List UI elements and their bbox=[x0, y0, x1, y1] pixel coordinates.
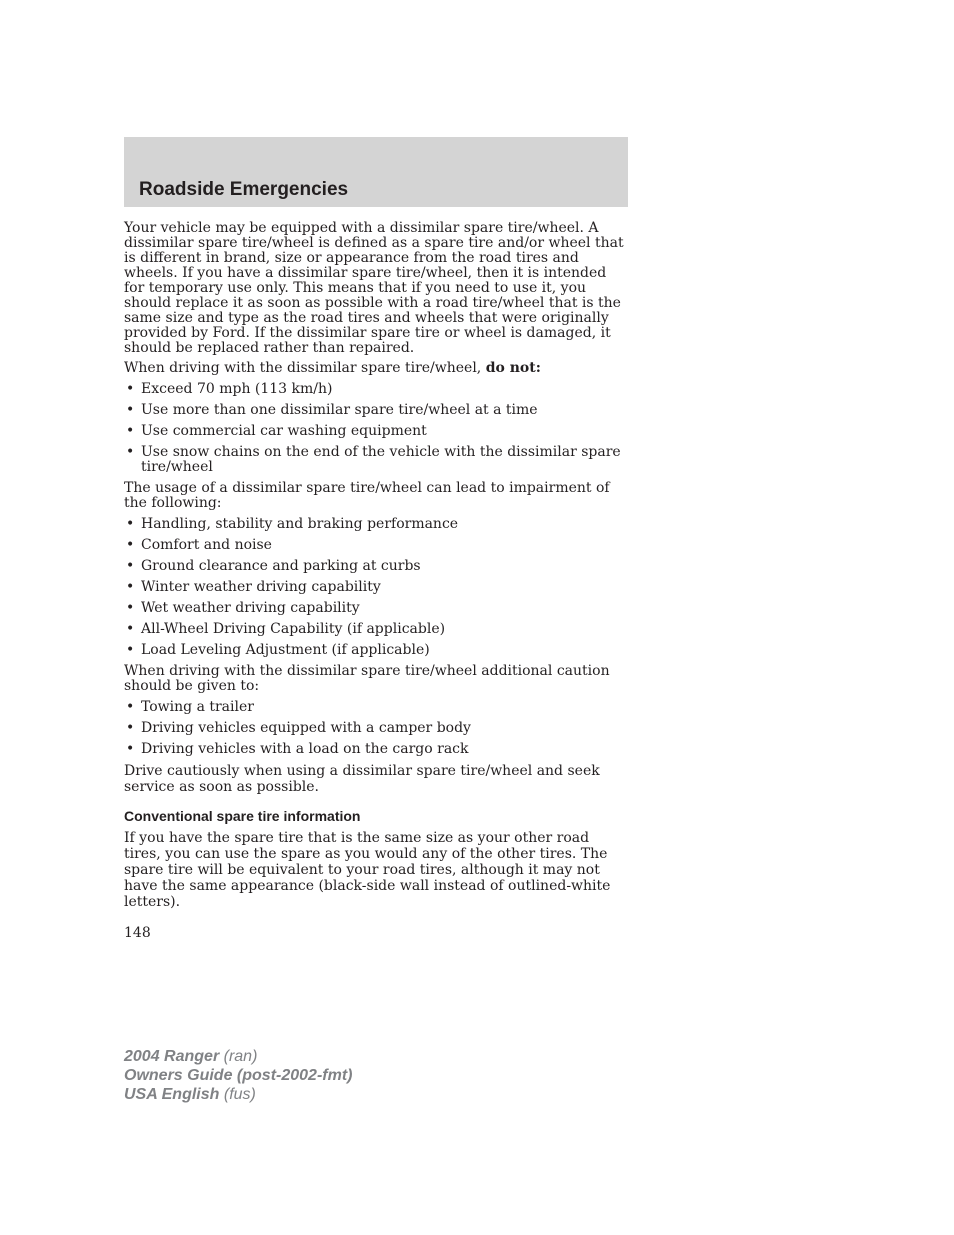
list-item: • Load Leveling Adjustment (if applicable) bbox=[124, 643, 628, 658]
section-title: Roadside Emergencies bbox=[139, 179, 349, 200]
list-item: • Towing a trailer bbox=[124, 700, 628, 715]
drive-cautiously-paragraph: Drive cautiously when using a dissimilar spare tire/wheel and seek service as soon as possible. bbox=[124, 763, 600, 795]
list-item: • Use commercial car washing equipment bbox=[124, 424, 628, 439]
list-item: • Winter weather driving capability bbox=[124, 580, 628, 595]
conventional-spare-heading: Conventional spare tire information bbox=[124, 808, 361, 824]
footer-line-language bbox=[124, 1085, 352, 1104]
do-not-lead: When driving with the dissimilar spare tire/wheel, bbox=[124, 360, 486, 376]
list-item: • Comfort and noise bbox=[124, 538, 628, 553]
list-item: • Ground clearance and parking at curbs bbox=[124, 559, 628, 574]
footer-language: USA English bbox=[124, 1086, 220, 1103]
list-item: • Exceed 70 mph (113 km/h) bbox=[124, 382, 628, 397]
footer-line-guide bbox=[124, 1066, 352, 1085]
document-footer bbox=[124, 1047, 352, 1104]
list-item: • Driving vehicles with a load on the cargo rack bbox=[124, 742, 628, 757]
do-not-paragraph bbox=[124, 361, 628, 376]
list-item: • Handling, stability and braking performance bbox=[124, 517, 628, 532]
caution-paragraph: When driving with the dissimilar spare tire/wheel additional caution should be given to: bbox=[124, 663, 610, 694]
caution-list bbox=[124, 700, 628, 757]
list-item: • Use snow chains on the end of the vehicle with the dissimilar spare tire/wheel bbox=[124, 445, 628, 475]
list-item: • Driving vehicles equipped with a camper body bbox=[124, 721, 628, 736]
page-content bbox=[124, 221, 628, 910]
footer-line-model bbox=[124, 1047, 352, 1066]
list-item: • All-Wheel Driving Capability (if applicable) bbox=[124, 622, 628, 637]
page-number: 148 bbox=[124, 925, 151, 941]
list-item: • Wet weather driving capability bbox=[124, 601, 628, 616]
footer-language-code: (fus) bbox=[219, 1086, 256, 1103]
impairment-paragraph: The usage of a dissimilar spare tire/wheel can lead to impairment of the following: bbox=[124, 480, 610, 511]
section-header-band bbox=[124, 137, 628, 207]
intro-paragraph: Your vehicle may be equipped with a dissimilar spare tire/wheel. A dissimilar spare tire/wheel is defined as a spare tire and/or wheel that is different in brand, size or appearance from the road tires and wheels. If you have a dissimilar spare tire/wheel, then it is intended for temporary use only. This means that if you need to use it, you should replace it as soon as possible with a road tire/wheel that is the same size and type as the road tires and wheels that were originally provided by Ford. If the dissimilar spare tire or wheel is damaged, it should be replaced rather than repaired. bbox=[124, 220, 624, 356]
footer-model-code: (ran) bbox=[219, 1048, 258, 1065]
impairment-list bbox=[124, 517, 628, 658]
list-item: • Use more than one dissimilar spare tire/wheel at a time bbox=[124, 403, 628, 418]
do-not-list bbox=[124, 382, 628, 475]
conventional-spare-paragraph: If you have the spare tire that is the same size as your other road tires, you can use the spare as you would any of the other tires. The spare tire will be equivalent to your road tires, although it may not have the same appearance (black-side wall instead of outlined-white letters). bbox=[124, 830, 611, 910]
footer-model: 2004 Ranger bbox=[124, 1048, 220, 1065]
do-not-emphasis: do not: bbox=[485, 360, 541, 376]
footer-guide: Owners Guide (post-2002-fmt) bbox=[124, 1067, 353, 1084]
